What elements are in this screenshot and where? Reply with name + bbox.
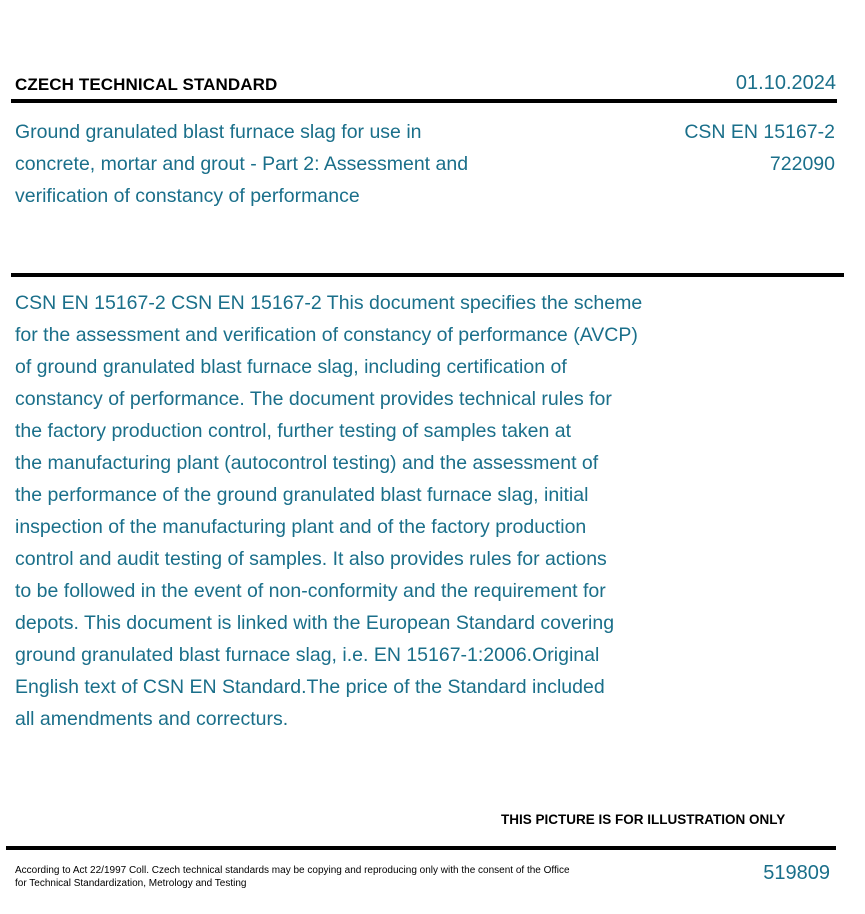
abstract-text: CSN EN 15167-2 CSN EN 15167-2 This document specifies the scheme for the assessment and verification of constancy of performance (AVCP) of ground granulated blast furnace slag, including certification of constancy of performance. The document provides technical rules for the factory production control, further testing of samples taken at the manufacturing plant (autocontrol testing) and the assessment of the performance of the ground granulated blast furnace slag, initial inspection of the manufacturing plant and of the factory production control and audit testing of samples. It also provides rules for actions to be followed in the event of non-conformity and the requirement for depots. This document is linked with the European Standard covering ground granulated blast furnace slag, i.e. EN 15167-1:2006.Original English text of CSN EN Standard.The price of the Standard included all amendments and correcturs. [15, 292, 643, 730]
standard-code: CSN EN 15167-2 [684, 121, 835, 143]
standard-type-label: CZECH TECHNICAL STANDARD [15, 75, 278, 94]
section-divider [11, 273, 844, 277]
legal-notice [15, 864, 595, 890]
legal-notice-line-2: for Technical Standardization, Metrology and Testing [15, 878, 247, 889]
header-divider [11, 99, 837, 103]
standard-title: Ground granulated blast furnace slag for use in concrete, mortar and grout - Part 2: Assessment and verification of constancy of performance [15, 121, 469, 207]
publication-date: 01.10.2024 [735, 72, 836, 94]
footer-divider [6, 846, 836, 850]
illustration-disclaimer: THIS PICTURE IS FOR ILLUSTRATION ONLY [501, 812, 786, 827]
document-number: 519809 [763, 862, 830, 884]
standard-identifiers [684, 116, 835, 180]
classification-number: 722090 [769, 153, 835, 175]
legal-notice-line-1: According to Act 22/1997 Coll. Czech technical standards may be copying and reproducing only with the consent of the Office [15, 865, 570, 876]
